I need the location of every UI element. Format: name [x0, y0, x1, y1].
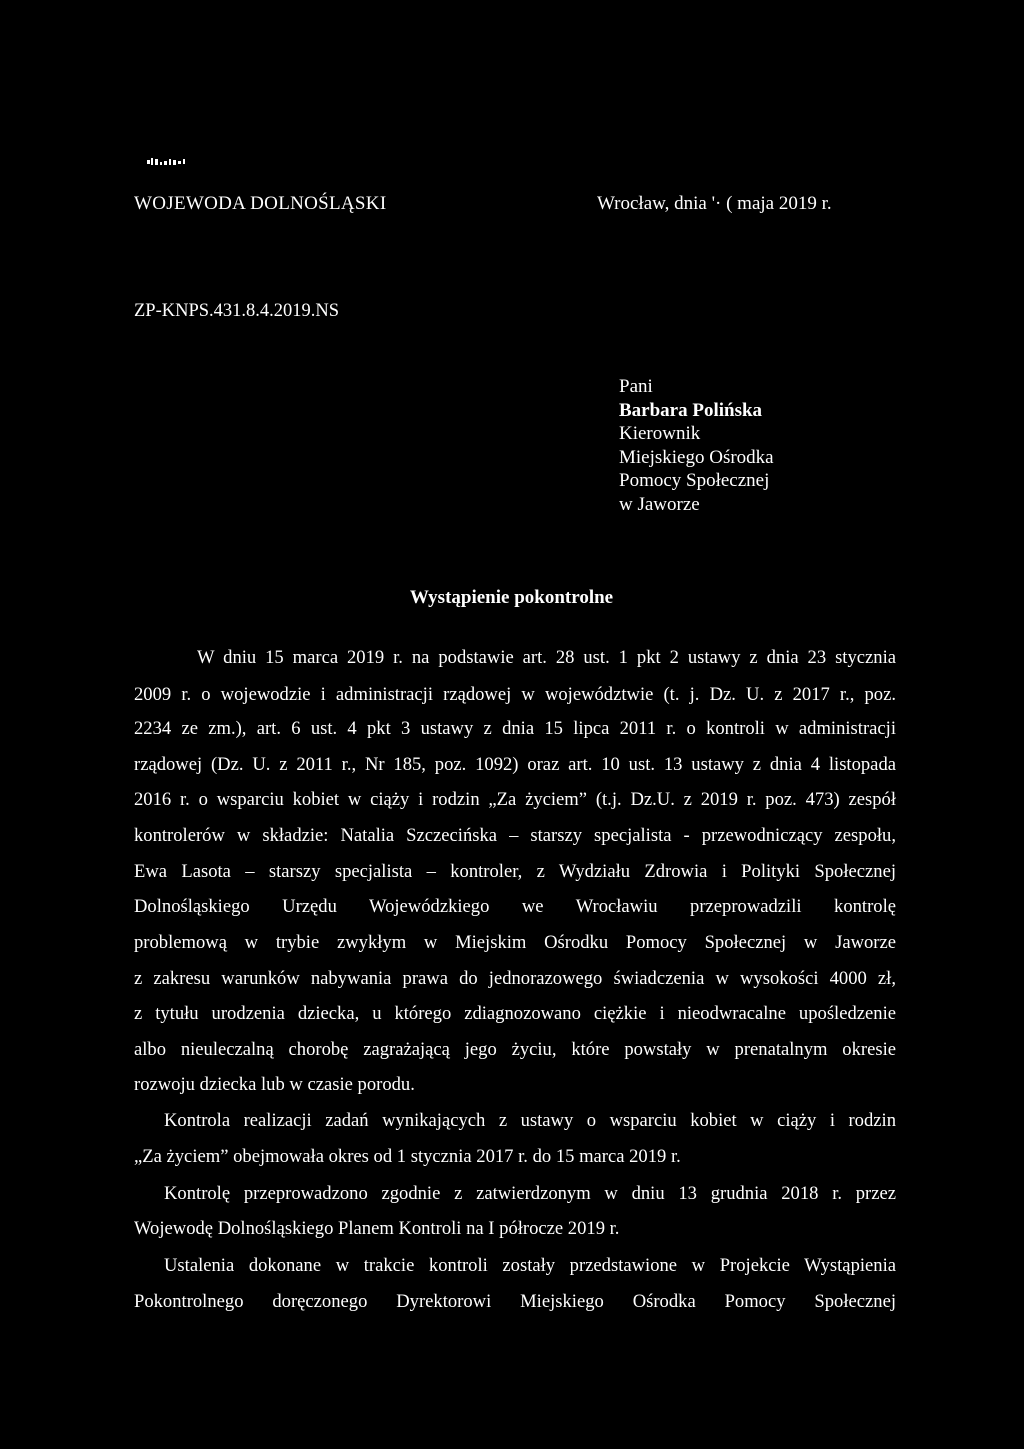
body-line: W dniu 15 marca 2019 r. na podstawie art. 28 ust. 1 pkt 2 ustawy z dnia 23 stycznia	[197, 647, 896, 668]
addressee-block	[619, 375, 774, 516]
body-line: Kontrola realizacji zadań wynikających z ustawy o wsparciu kobiet w ciąży i rodzin	[164, 1110, 896, 1131]
addressee-name: Barbara Polińska	[619, 399, 763, 421]
body-line: Dolnośląskiego Urzędu Wojewódzkiego we Wrocławiu przeprowadzili kontrolę	[134, 896, 896, 917]
body-line: Ustalenia dokonane w trakcie kontroli zostały przedstawione w Projekcie Wystąpienia	[164, 1255, 896, 1276]
addressee-position: Kierownik	[619, 423, 701, 444]
body-line: Wojewodę Dolnośląskiego Planem Kontroli na I półrocze 2019 r.	[134, 1218, 620, 1239]
body-line: z zakresu warunków nabywania prawa do jednorazowego świadczenia w wysokości 4000 zł,	[134, 968, 896, 989]
document-title-text: Wystąpienie pokontrolne	[409, 587, 614, 608]
body-line: 2016 r. o wsparciu kobiet w ciąży i rodzin „Za życiem” (t.j. Dz.U. z 2019 r. poz. 473) zespół	[134, 789, 896, 810]
body-line: Kontrolę przeprowadzono zgodnie z zatwierdzonym w dniu 13 grudnia 2018 r. przez	[164, 1183, 896, 1204]
addressee-institution-line-2: Pomocy Społecznej	[619, 470, 770, 491]
body-line: rozwoju dziecka lub w czasie porodu.	[134, 1074, 415, 1095]
document-title	[0, 587, 1024, 609]
body-line: problemową w trybie zwykłym w Miejskim Ośrodku Pomocy Społecznej w Jaworze	[134, 932, 896, 953]
body-line: „Za życiem” obejmowała okres od 1 stycznia 2017 r. do 15 marca 2019 r.	[134, 1146, 681, 1167]
addressee-institution-line-1: Miejskiego Ośrodka	[619, 446, 774, 468]
body-line: Ewa Lasota – starszy specjalista – kontroler, z Wydziału Zdrowia i Polityki Społecznej	[134, 861, 896, 882]
addressee-salutation: Pani	[619, 376, 653, 397]
body-line: albo nieuleczalną chorobę zagrażającą jego życiu, które powstały w prenatalnym okresie	[134, 1039, 896, 1060]
body-line: rządowej (Dz. U. z 2011 r., Nr 185, poz. 1092) oraz art. 10 ust. 13 ustawy z dnia 4 listopada	[134, 754, 896, 775]
eagle-emblem-icon	[146, 156, 188, 170]
body-line: z tytułu urodzenia dziecka, u którego zdiagnozowano ciężkie i nieodwracalne upośledzenie	[134, 1003, 896, 1024]
body-line: 2234 ze zm.), art. 6 ust. 4 pkt 3 ustawy z dnia 15 lipca 2011 r. o kontroli w administracji	[134, 718, 896, 739]
body-line: 2009 r. o wojewodzie i administracji rządowej w województwie (t. j. Dz. U. z 2017 r., poz.	[134, 684, 896, 705]
body-line: Pokontrolnego doręczonego Dyrektorowi Miejskiego Ośrodka Pomocy Społecznej	[134, 1291, 896, 1312]
issuer-title: WOJEWODA DOLNOŚLĄSKI	[134, 193, 387, 214]
place-and-date: Wrocław, dnia '· ( maja 2019 r.	[597, 193, 832, 214]
addressee-location: w Jaworze	[619, 493, 700, 515]
body-line: kontrolerów w składzie: Natalia Szczecińska – starszy specjalista - przewodniczący zespołu,	[134, 825, 896, 846]
reference-number: ZP-KNPS.431.8.4.2019.NS	[134, 301, 340, 321]
